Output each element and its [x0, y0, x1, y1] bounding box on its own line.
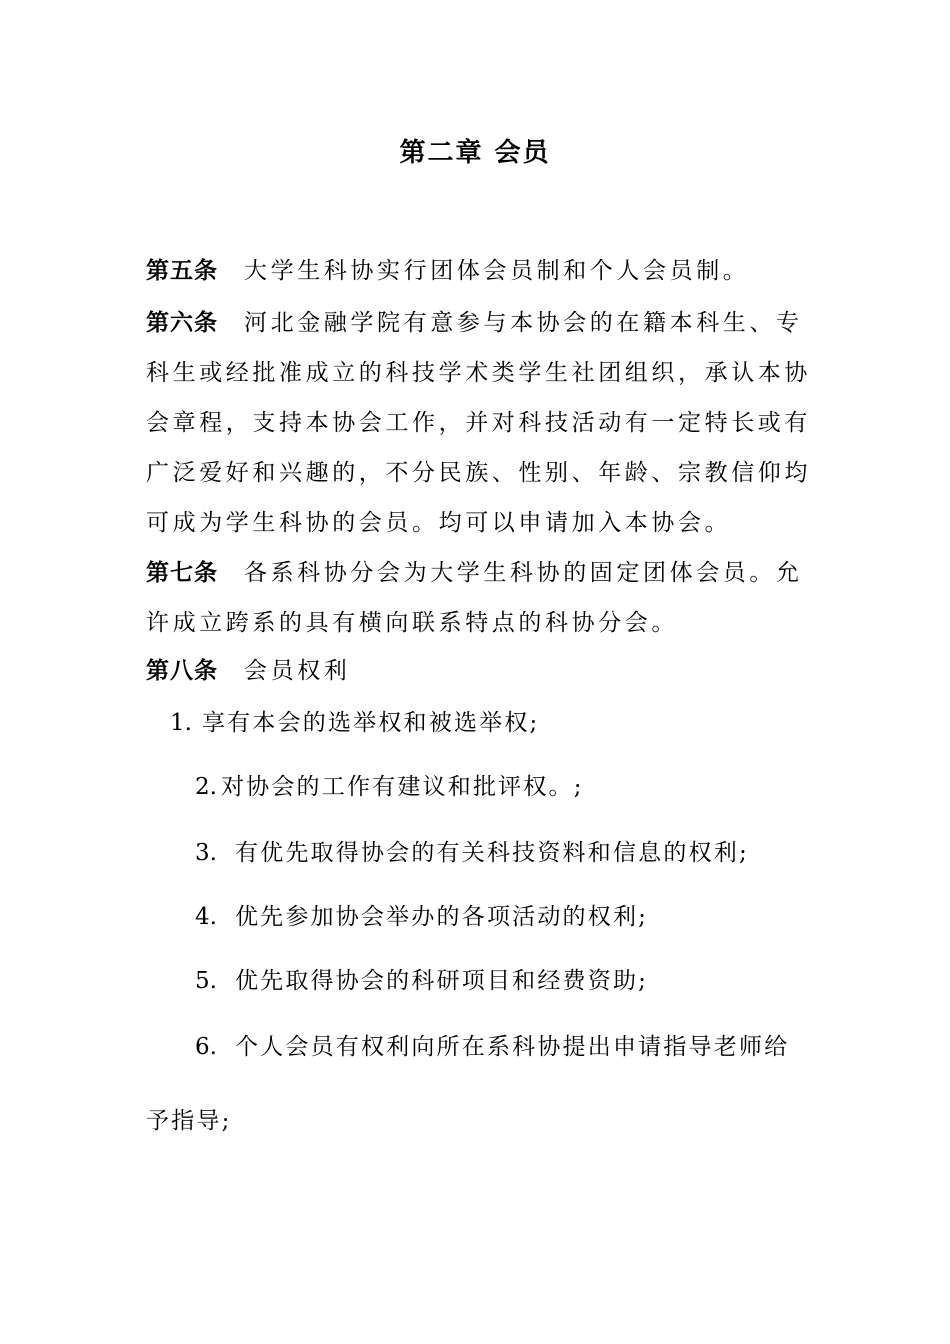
list-item-5-number: 5.	[195, 968, 217, 994]
list-item-2	[195, 772, 584, 802]
list-item-5-text: 优先取得协会的科研项目和经费资助;	[234, 968, 649, 994]
list-item-3	[195, 838, 749, 868]
article-7-label: 第七条	[146, 559, 218, 586]
article-6-label: 第六条	[146, 309, 218, 336]
article-6-line-1	[146, 308, 803, 338]
article-6-text-1: 河北金融学院有意参与本协会的在籍本科生、专	[244, 310, 803, 336]
article-8-line-1	[146, 656, 350, 686]
article-5-text: 大学生科协实行团体会员制和个人会员制。	[244, 258, 750, 284]
list-item-6-text: 个人会员有权利向所在系科协提出申请指导老师给	[234, 1034, 790, 1060]
list-item-4-number: 4.	[195, 904, 217, 930]
list-item-4-text: 优先参加协会举办的各项活动的权利;	[234, 904, 649, 930]
article-8-label: 第八条	[146, 657, 218, 684]
article-6-line-2: 科生或经批准成立的科技学术类学生社团组织，承认本协	[146, 360, 811, 386]
list-item-1-text: 享有本会的选举权和被选举权;	[201, 710, 540, 736]
article-5-line-1	[146, 256, 749, 286]
list-item-3-text: 有优先取得协会的有关科技资料和信息的权利;	[234, 840, 749, 866]
article-7-line-1	[146, 558, 803, 588]
list-item-6	[195, 1032, 789, 1062]
article-5-label: 第五条	[146, 257, 218, 284]
list-item-4	[195, 902, 648, 932]
list-item-3-number: 3.	[195, 840, 217, 866]
list-item-2-number: 2.	[195, 774, 217, 800]
list-item-1-number: 1.	[170, 710, 192, 736]
list-item-5	[195, 966, 648, 996]
article-6-line-4: 广泛爱好和兴趣的，不分民族、性别、年龄、宗教信仰均	[146, 460, 811, 486]
article-7-line-2: 许成立跨系的具有横向联系特点的科协分会。	[146, 610, 678, 636]
article-8-title: 会员权利	[244, 658, 351, 684]
list-item-1	[170, 708, 540, 738]
article-6-line-3: 会章程，支持本协会工作，并对科技活动有一定特长或有	[146, 410, 811, 436]
article-6-line-5: 可成为学生科协的会员。均可以申请加入本协会。	[146, 510, 732, 536]
list-item-6-continuation: 予指导;	[146, 1108, 232, 1134]
chapter-title: 第二章 会员	[399, 138, 551, 168]
list-item-6-number: 6.	[195, 1034, 217, 1060]
list-item-2-text: 对协会的工作有建议和批评权。;	[220, 774, 584, 800]
article-7-text-1: 各系科协分会为大学生科协的固定团体会员。允	[244, 560, 803, 586]
